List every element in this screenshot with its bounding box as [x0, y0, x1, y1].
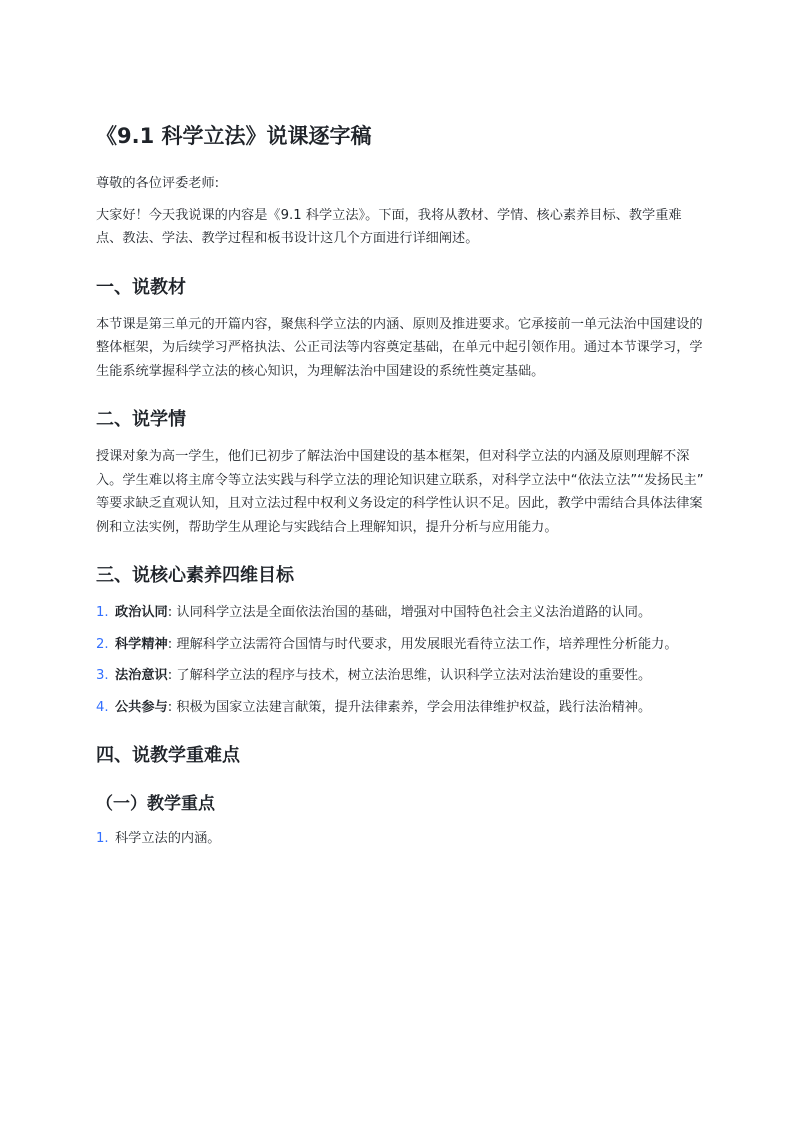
goal-label: 科学精神 — [115, 636, 168, 652]
goal-text: 认同科学立法是全面依法治国的基础，增强对中国特色社会主义法治道路的认同。 — [176, 605, 652, 620]
goal-text: 理解科学立法需符合国情与时代要求，用发展眼光看待立法工作，培养理性分析能力。 — [176, 636, 678, 652]
list-item — [96, 633, 706, 657]
list-item — [96, 664, 706, 688]
section-heading-goals: 三、说核心素养四维目标 — [96, 565, 294, 586]
list-number: 1. — [96, 605, 109, 620]
list-item — [96, 601, 706, 625]
list-number: 2. — [96, 636, 109, 652]
document-title: 《9.1 科学立法》说课逐字稿 — [96, 124, 372, 148]
key-focus-text: 科学立法的内涵。 — [115, 831, 221, 846]
section-text-textbook: 本节课是第三单元的开篇内容，聚焦科学立法的内涵、原则及推进要求。它承接前一单元法治中国建设的整体框架，为后续学习严格执法、公正司法等内容奠定基础，在单元中起引领作用。通过本节课学习，学生能系统掌握科学立法的核心知识，为理解法治中国建设的系统性奠定基础。 — [96, 316, 703, 379]
goal-text: 积极为国家立法建言献策，提升法律素养，学会用法律维护权益，践行法治精神。 — [176, 699, 652, 715]
goal-label: 公共参与 — [115, 699, 168, 715]
greeting: 尊敬的各位评委老师: — [96, 176, 220, 191]
list-number: 1. — [96, 831, 109, 846]
goal-separator: : — [167, 605, 173, 620]
goal-separator: : — [167, 668, 173, 683]
list-number: 3. — [96, 668, 109, 683]
section-heading-students: 二、说学情 — [96, 409, 186, 430]
list-item — [96, 827, 706, 851]
goal-separator: : — [167, 699, 173, 715]
section-heading-key-points: 四、说教学重难点 — [96, 745, 240, 766]
document-content — [96, 118, 706, 859]
goals-list — [96, 601, 706, 719]
goal-label: 政治认同 — [115, 605, 168, 620]
intro-paragraph: 大家好！今天我说课的内容是《9.1 科学立法》。下面，我将从教材、学情、核心素养目标、教学重难点、教法、学法、教学过程和板书设计这几个方面进行详细阐述。 — [96, 207, 682, 246]
key-focus-list — [96, 827, 706, 851]
list-item — [96, 696, 706, 720]
list-number: 4. — [96, 699, 109, 715]
section-heading-textbook: 一、说教材 — [96, 276, 186, 298]
goal-separator: : — [167, 636, 173, 652]
goal-label: 法治意识 — [115, 668, 168, 683]
section-text-students: 授课对象为高一学生，他们已初步了解法治中国建设的基本框架，但对科学立法的内涵及原则理解不深入。学生难以将主席令等立法实践与科学立法的理论知识建立联系，对科学立法中“依法立法”“发扬民主” 等要求缺乏直观认知，且对立法过程中权利义务设定的科学性认识不足。因此，教学中需结合具体法律案例和立法实例，帮助学生从理论与实践结合上理解知识，提升分析与应用能力。 — [96, 449, 704, 535]
subsection-heading-key-focus: （一）教学重点 — [96, 794, 215, 814]
goal-text: 了解科学立法的程序与技术，树立法治思维，认识科学立法对法治建设的重要性。 — [176, 668, 652, 683]
